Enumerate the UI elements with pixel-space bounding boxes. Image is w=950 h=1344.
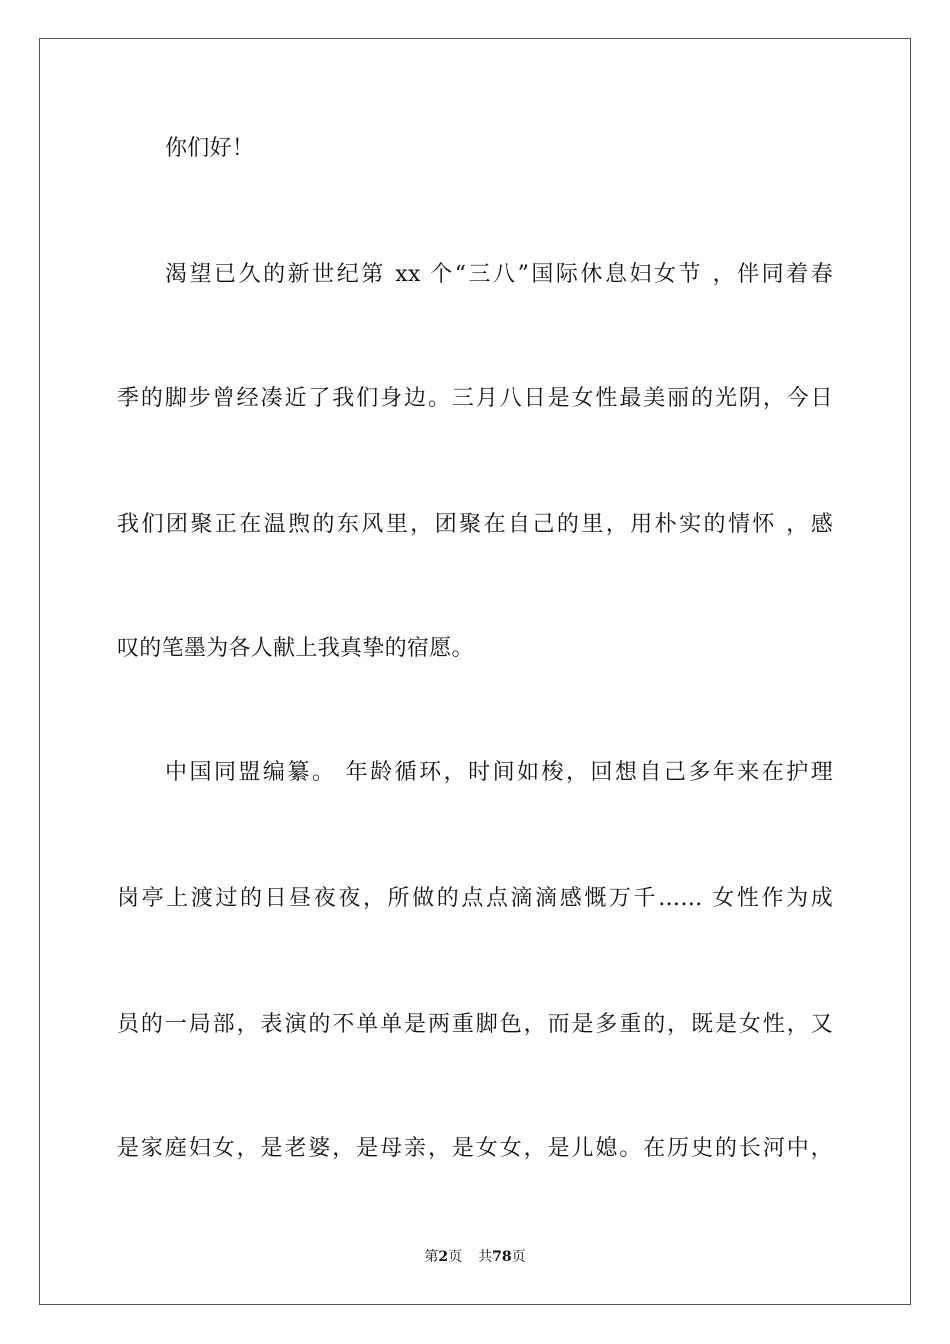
greeting-line: 你们好！ [165,136,255,161]
page-footer [0,1247,950,1267]
page-border [39,38,911,1305]
footer-total-suffix: 页 [511,1249,526,1265]
footer-page-suffix: 页 [448,1249,463,1265]
footer-total-prefix: 共 [478,1249,493,1265]
paragraph-1-line-1: 渴望已久的新世纪第 xx 个“三八”国际休息妇女节 ，伴同着春 [165,262,833,287]
footer-page-current: 2 [438,1249,449,1265]
paragraph-2-line-4: 是家庭妇女，是老婆，是母亲，是女女，是儿媳。在历史的长河中， [117,1136,833,1161]
paragraph-1-line-3: 我们团聚正在温煦的东风里，团聚在自己的里，用朴实的情怀 ，感 [117,512,833,537]
paragraph-1-line-2: 季的脚步曾经凑近了我们身边。三月八日是女性最美丽的光阴，今日 [117,386,833,411]
paragraph-1-line-4: 叹的笔墨为各人献上我真挚的宿愿。 [117,636,474,661]
paragraph-2-line-1: 中国同盟编纂。 年龄循环，时间如梭，回想自己多年来在护理 [165,760,833,785]
paragraph-2-line-3: 员的一局部，表演的不单单是两重脚色，而是多重的，既是女性，又 [117,1012,833,1037]
footer-page-total: 78 [492,1249,512,1265]
footer-page-prefix: 第 [424,1249,439,1265]
paragraph-2-line-2: 岗亭上渡过的日昼夜夜，所做的点点滴滴感慨万千…… 女性作为成 [117,886,833,911]
